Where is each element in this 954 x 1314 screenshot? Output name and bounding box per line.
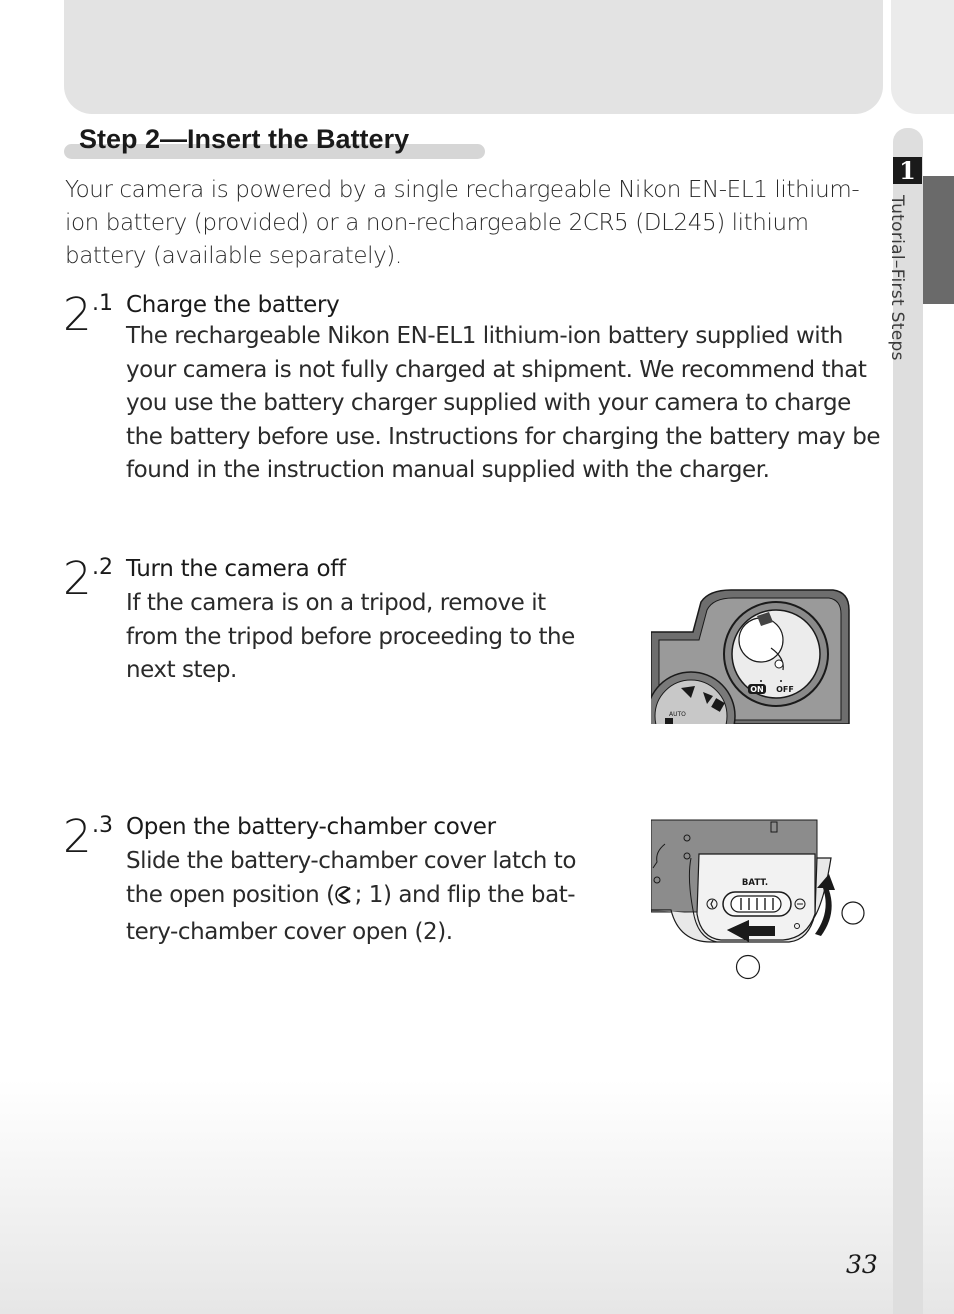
- step-body-text: ; 1) and flip the bat-tery-chamber cover open (2).: [126, 881, 576, 945]
- section-heading: Step 2—Insert the Battery: [79, 124, 410, 154]
- auto-label: AUTO: [669, 711, 686, 718]
- step-number: 2: [63, 810, 92, 863]
- power-switch-illustration: [651, 588, 850, 724]
- step-body-text: Slide the battery-chamber cover latch to the open position (: [126, 848, 576, 908]
- step-title: Turn the camera off: [126, 556, 346, 582]
- callout-marker-1: [737, 956, 760, 979]
- step-body: The rechargeable Nikon EN-EL1 lithium-ion battery supplied with your camera is not fully charged at shipment. We recommend that you use the battery charger supplied with your camera to charge the battery before use. Instructions for charging the battery may be found in the instruction manual supplied with the charger.: [126, 323, 881, 483]
- step-subnumber: .3: [92, 813, 113, 838]
- batt-label: BATT.: [741, 878, 769, 888]
- chapter-tab-marker: [923, 176, 954, 304]
- step-subnumber: .2: [92, 555, 113, 580]
- page-number: 33: [846, 1250, 878, 1279]
- step-number: 2: [63, 288, 92, 341]
- step-title: Open the battery-chamber cover: [126, 814, 496, 840]
- chapter-label: Tutorial–First Steps: [887, 195, 907, 361]
- step-title: Charge the battery: [126, 292, 340, 318]
- battery-cover-illustration: [651, 818, 869, 982]
- intro-paragraph: Your camera is powered by a single rechargeable Nikon EN-EL1 lithium-ion battery (provided) or a non-rechargeable 2CR5 (DL245) lithium battery (available separately).: [65, 177, 860, 269]
- step-body: [126, 845, 596, 950]
- step-subnumber: .1: [92, 291, 113, 316]
- callout-marker-2: [842, 902, 864, 924]
- off-label: OFF: [776, 685, 794, 694]
- header-band: [64, 0, 883, 114]
- open-latch-icon: [335, 883, 355, 917]
- corner-decoration: [891, 0, 954, 114]
- chapter-number: 1: [893, 157, 922, 184]
- on-label: ON: [750, 685, 764, 694]
- step-number: 2: [63, 552, 92, 605]
- step-body: If the camera is on a tripod, remove it from the tripod before proceeding to the next step.: [126, 590, 575, 683]
